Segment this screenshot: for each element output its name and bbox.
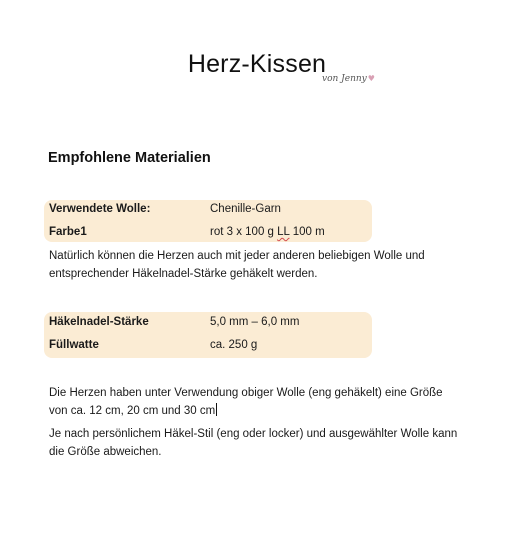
paragraph: Die Herzen haben unter Verwendung obiger Wolle (eng gehäkelt) eine Größe von ca. 12 cm, 20 cm und 30 cm bbox=[49, 384, 469, 420]
spellcheck-flag: LL bbox=[277, 226, 290, 238]
row-value: rot 3 x 100 g LL 100 m bbox=[210, 226, 325, 238]
section-heading: Empfohlene Materialien bbox=[48, 150, 211, 166]
row-label: Verwendete Wolle: bbox=[49, 203, 151, 215]
heart-icon: ♥ bbox=[367, 74, 375, 83]
document-title: Herz-Kissen bbox=[187, 50, 327, 78]
signature-text: von Jenny bbox=[322, 74, 367, 84]
paragraph: Natürlich können die Herzen auch mit jeder anderen beliebigen Wolle und entsprechender Häkelnadel-Stärke gehäkelt werden. bbox=[49, 250, 425, 280]
row-label: Farbe1 bbox=[49, 226, 87, 238]
row-label: Füllwatte bbox=[49, 339, 99, 351]
row-label: Häkelnadel-Stärke bbox=[49, 316, 149, 328]
row-value: ca. 250 g bbox=[210, 339, 258, 351]
author-signature bbox=[322, 74, 375, 84]
text-cursor bbox=[216, 403, 217, 416]
text-line-with-cursor[interactable]: von ca. 12 cm, 20 cm und 30 cm bbox=[49, 405, 216, 417]
row-value: 5,0 mm – 6,0 mm bbox=[210, 316, 300, 328]
row-value: Chenille-Garn bbox=[210, 203, 281, 215]
paragraph: Je nach persönlichem Häkel-Stil (eng oder locker) und ausgewählter Wolle kann die Größe abweichen. bbox=[49, 428, 458, 458]
